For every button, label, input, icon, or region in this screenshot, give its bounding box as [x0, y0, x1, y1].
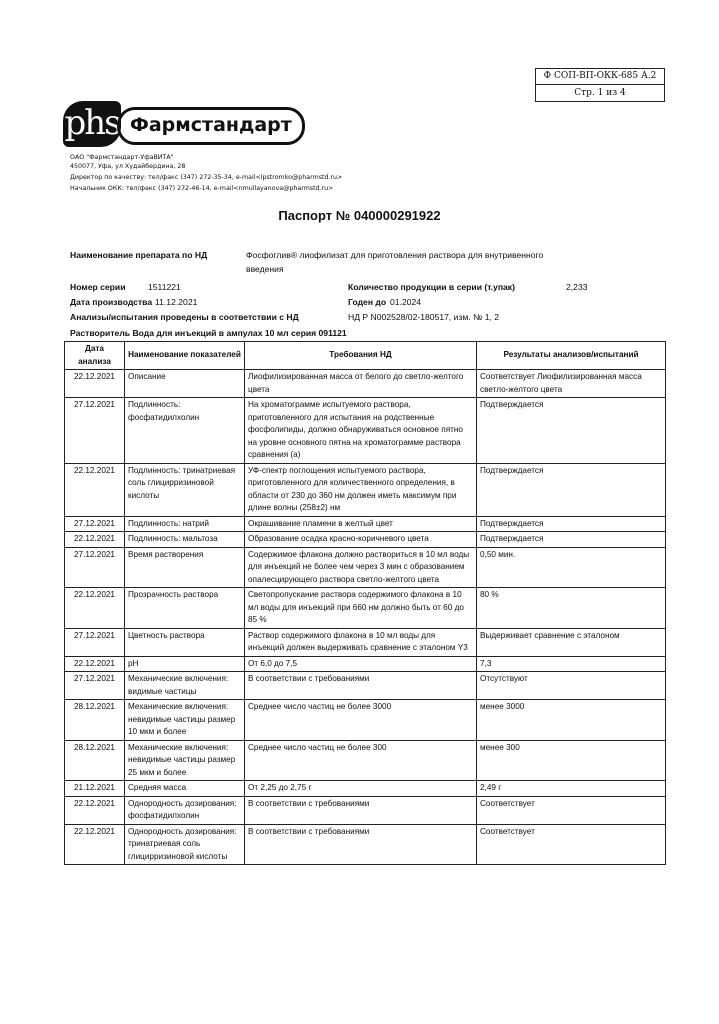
row-requirement: На хроматограмме испытуемого раствора, приготовленного для испытания на родственные фосфолипиды, должно обнаруживаться основное пятно на уровне основного пятна на хроматограмме раствора сравнения (а): [245, 398, 477, 464]
table-row: [65, 656, 666, 672]
form-code-box: [535, 68, 665, 102]
table-row: [65, 796, 666, 824]
row-result: Подтверждается: [477, 463, 666, 516]
company-name: ОАО "Фармстандарт-УфаВИТА": [70, 154, 174, 161]
row-date: 22.12.2021: [65, 532, 125, 548]
row-parameter: Подлинность: фосфатидилхолин: [125, 398, 245, 464]
quality-director-contact: Директор по качеству: тел/факс (347) 272-35-34, e-mail<lpstromko@pharmstd.ru>: [70, 174, 343, 181]
production-date-value: 11.12.2021: [155, 297, 198, 307]
row-date: 27.12.2021: [65, 628, 125, 656]
logo-mark: phs: [63, 101, 121, 147]
row-result: 2,49 г: [477, 781, 666, 797]
row-result: Соответствует Лиофилизированная масса светло-желтого цвета: [477, 370, 666, 398]
row-requirement: Раствор содержимого флакона в 10 мл воды для инъекций должен выдерживать сравнение с эталоном Y3: [245, 628, 477, 656]
results-table-wrap: [64, 341, 665, 865]
table-row: [65, 824, 666, 865]
table-row: [65, 370, 666, 398]
header-date: Дата анализа: [65, 342, 125, 370]
row-date: 27.12.2021: [65, 547, 125, 588]
valid-until-label: Годен до: [348, 297, 387, 307]
row-result: Выдерживает сравнение с эталоном: [477, 628, 666, 656]
table-row: [65, 740, 666, 781]
solvent-label: Растворитель Вода для инъекций в ампулах 10 мл серия 091121: [70, 328, 347, 338]
header-parameter: Наименование показателей: [125, 342, 245, 370]
row-result: Соответствует: [477, 796, 666, 824]
row-parameter: Прозрачность раствора: [125, 588, 245, 629]
table-row: [65, 532, 666, 548]
row-requirement: Лиофилизированная масса от белого до светло-желтого цвета: [245, 370, 477, 398]
row-parameter: Цветность раствора: [125, 628, 245, 656]
analysis-label: Анализы/испытания проведены в соответствии с НД: [70, 312, 299, 322]
company-street: 450077, Уфа, ул Худайбердина, 28: [70, 163, 186, 170]
table-row: [65, 672, 666, 700]
drug-name-line2: введения: [246, 264, 284, 274]
header-requirements: Требования НД: [245, 342, 477, 370]
row-date: 27.12.2021: [65, 516, 125, 532]
row-result: Подтверждается: [477, 398, 666, 464]
logo-name: Фармстандарт: [117, 107, 305, 145]
quantity-label: Количество продукции в серии (т.упак): [348, 282, 515, 292]
row-result: Подтверждается: [477, 532, 666, 548]
row-requirement: От 2,25 до 2,75 г: [245, 781, 477, 797]
row-result: Отсутствуют: [477, 672, 666, 700]
series-value: 1511221: [148, 282, 181, 292]
table-row: [65, 588, 666, 629]
row-date: 21.12.2021: [65, 781, 125, 797]
row-date: 27.12.2021: [65, 398, 125, 464]
row-result: 7,3: [477, 656, 666, 672]
row-parameter: Время растворения: [125, 547, 245, 588]
table-row: [65, 398, 666, 464]
row-requirement: Светопропускание раствора содержимого флакона в 10 мл воды для инъекций при 660 нм должно быть от 60 до 85 %: [245, 588, 477, 629]
row-parameter: Механические включения: видимые частицы: [125, 672, 245, 700]
results-table: [64, 341, 666, 865]
row-parameter: Однородность дозирования: фосфатидилхолин: [125, 796, 245, 824]
row-date: 22.12.2021: [65, 588, 125, 629]
row-result: Подтверждается: [477, 516, 666, 532]
table-row: [65, 547, 666, 588]
row-result: менее 3000: [477, 700, 666, 741]
row-parameter: Подлинность: натрий: [125, 516, 245, 532]
row-result: Соответствует: [477, 824, 666, 865]
row-requirement: Окрашивание пламени в желтый цвет: [245, 516, 477, 532]
row-parameter: Однородность дозирования: тринатриевая соль глицирризиновой кислоты: [125, 824, 245, 865]
row-parameter: Подлинность: мальтоза: [125, 532, 245, 548]
row-requirement: Среднее число частиц не более 300: [245, 740, 477, 781]
table-row: [65, 781, 666, 797]
row-requirement: В соответствии с требованиями: [245, 796, 477, 824]
company-logo: [63, 101, 292, 149]
nd-value: НД Р N002528/02-180517, изм. № 1, 2: [348, 312, 500, 322]
header-results: Результаты анализов/испытаний: [477, 342, 666, 370]
row-parameter: pH: [125, 656, 245, 672]
row-date: 22.12.2021: [65, 463, 125, 516]
form-code: Ф СОП-ВП-ОКК-685 А.2: [536, 69, 664, 85]
row-date: 22.12.2021: [65, 796, 125, 824]
row-date: 22.12.2021: [65, 824, 125, 865]
table-header-row: [65, 342, 666, 370]
row-parameter: Механические включения: невидимые частицы размер 10 мкм и более: [125, 700, 245, 741]
row-parameter: Механические включения: невидимые частицы размер 25 мкм и более: [125, 740, 245, 781]
table-row: [65, 700, 666, 741]
row-parameter: Подлинность: тринатриевая соль глицирризиновой кислоты: [125, 463, 245, 516]
row-parameter: Средняя масса: [125, 781, 245, 797]
production-date-label: Дата производства: [70, 297, 153, 307]
row-parameter: Описание: [125, 370, 245, 398]
row-requirement: Содержимое флакона должно раствориться в 10 мл воды для инъекций не более чем через 3 мин с образованием опалесцирующего раствора светло-желтого цвета: [245, 547, 477, 588]
table-row: [65, 628, 666, 656]
table-row: [65, 463, 666, 516]
page-counter: Стр. 1 из 4: [574, 88, 626, 98]
row-date: 27.12.2021: [65, 672, 125, 700]
row-requirement: Среднее число частиц не более 3000: [245, 700, 477, 741]
drug-label: Наименование препарата по НД: [70, 250, 208, 260]
row-result: 80 %: [477, 588, 666, 629]
row-date: 28.12.2021: [65, 700, 125, 741]
row-date: 28.12.2021: [65, 740, 125, 781]
okk-head-contact: Начальник ОКК: тел/факс (347) 272-46-14, e-mail<nmullayanova@pharmstd.ru>: [70, 185, 334, 192]
series-label: Номер серии: [70, 282, 126, 292]
quantity-value: 2,233: [566, 282, 588, 292]
drug-name-line1: Фосфоглив® лиофилизат для приготовления раствора для внутривенного: [246, 250, 544, 260]
row-requirement: В соответствии с требованиями: [245, 824, 477, 865]
table-row: [65, 516, 666, 532]
row-requirement: От 6,0 до 7,5: [245, 656, 477, 672]
page-title: Паспорт № 040000291922: [278, 208, 441, 223]
row-requirement: В соответствии с требованиями: [245, 672, 477, 700]
row-result: менее 300: [477, 740, 666, 781]
row-date: 22.12.2021: [65, 370, 125, 398]
row-result: 0,50 мин.: [477, 547, 666, 588]
valid-until-value: 01.2024: [390, 297, 422, 307]
row-requirement: Образование осадка красно-коричневого цвета: [245, 532, 477, 548]
row-requirement: УФ-спектр поглощения испытуемого раствора, приготовленного для количественного определения, в области от 230 до 360 нм должен иметь максимум при длине волны (258±2) нм: [245, 463, 477, 516]
row-date: 22.12.2021: [65, 656, 125, 672]
